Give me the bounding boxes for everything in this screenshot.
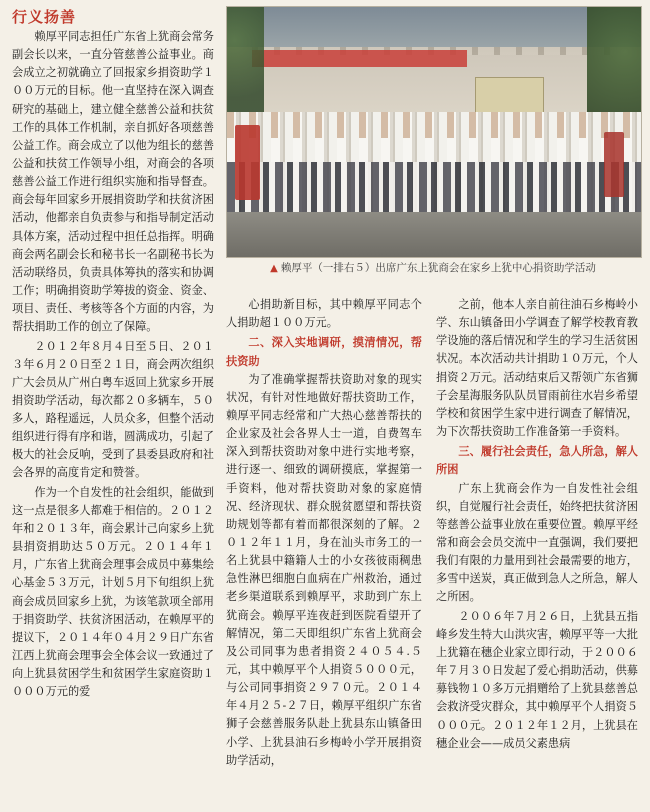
photo-block (226, 6, 640, 276)
paragraph: 心捐助新目标，其中赖厚平同志个人捐助超１００万元。 (226, 298, 422, 330)
subheading: 二、深入实地调研，摸清情况，帮扶资助 (226, 335, 422, 368)
photo-tree-left (227, 7, 264, 117)
text-column-1 (12, 28, 214, 703)
triangle-marker-icon: ▲ (270, 263, 278, 274)
photo-banner (252, 50, 467, 68)
photo-caption-text: 赖厚平（一排右５）出席广东上犹商会在家乡上犹中心捐资助学活动 (280, 262, 596, 274)
text-column-2 (226, 296, 422, 771)
photo-signboard (475, 77, 543, 114)
subheading: 三、履行社会责任，急人所急，解人所困 (436, 444, 638, 477)
photo-roof (227, 7, 641, 47)
paragraph: 为了准确掌握帮扶资助对象的现实状况，有针对性地做好帮扶资助工作，赖厚平同志经常和广大热心慈善帮扶的企业家及社会各界人士一道，自费驾车深入到帮扶资助对象中进行实地考察，进行逐一、细致的调研摸底，掌握第一手资料，他对帮扶资助对象的家庭情况、经济现状、群众脱贫愿望和帮扶资助规划等都有着而都很深刻的了解。２０１２年１１月，身在汕头市务工的一名上犹县中籍籍人士的小女孩彼雨稠患急性淋巴细胞白血病在广州救治，通过老乡渠道联系到赖厚平，求助到广东上犹商会。赖厚平连夜赶到医院看望开了解情况，第二天即组织广东省上犹商会及公司同事为患者捐资２４０５４.５元，其中赖厚平个人捐资５０００元，与公司同事捐资２９７０元。２０１４年４月２５-２７日，赖厚平组织广东省狮子会慈善服务队赴上犹县东山镇备田小学、上犹县油石乡梅岭小学开展捐资助学活动， (226, 372, 422, 767)
paragraph: ２００６年７月２６日，上犹县五指峰乡发生特大山洪灾害，赖厚平等一大批上犹籍在穗企业家立即行动，于２００６年７月３０日发起了爱心捐助活动，供募募钱物１０多万元捐赠给了上犹县慈善总会救济受灾群众，其中赖厚平个人捐资５０００元。２０１２年１２月，上犹县在穗企业会——成员父素患病 (436, 609, 638, 750)
photo-crowd-front-row (227, 162, 641, 212)
photo-ground (227, 212, 641, 257)
paragraph: 之前，他本人亲自前往油石乡梅岭小学、东山镇备田小学调查了解学校教育教学设施的落后情况和学生的学习生活贫困状况。本次活动共计捐助１０万元，个人捐资２万元。活动结束后又帮领广东省狮子会星海服务队队员冒雨前往水岩乡希望学校和贫困学生家中进行调查了解情况，为下次帮扶资助工作准备第一手资料。 (436, 298, 638, 438)
text-column-3 (436, 296, 638, 754)
photo-red-shirt-right (604, 132, 625, 197)
paragraph: 广东上犹商会作为一自发性社会组织，自觉履行社会责任，始终把扶贫济困等慈善公益事业放在重要位置。赖厚平经常和商会会员交流中一直强调，我们要把我们有限的力量用到社会最需要的地方，多雪中送炭，真正做到急人之所急，解人之所困。 (436, 481, 638, 604)
paragraph: 赖厚平同志担任广东省上犹商会常务副会长以来，一直分管慈善公益事业。商会成立之初就确立了回报家乡捐资助学１００万元的目标。他一直坚持在深入调查研究的基础上，建立健全慈善公益和扶贫工作的具体工作机制，亲自抓好各项慈善公益工作。商会成立了以他为组长的慈善公益和扶贫工作领导小组，对商会的各项慈善公益工作进行组织实施和指导督查。商会每年回家乡开展捐资助学和扶贫济困活动，他都亲自负责参与和指导制定活动具体方案，活动过程中担任总指挥。明确商会两名副会长和秘书长一名副秘书长为活动联络员，负责具体筹执的落实和协调工作；明确捐资助学筹拔的资金、资金、项目、责任、考核等各个方面的内容，为帮扶捐助工作的创立了保障。 (12, 30, 214, 334)
photo-caption (226, 262, 640, 276)
section-heading: 行义扬善 (12, 8, 77, 26)
paragraph: 作为一个自发性的社会组织，能做到这一点是很多人都难于相信的。２０１２年和２０１３年，商会累计己向家乡上犹县捐资捐助达５０万元。２０１４年１月，广东省上犹商会理事会成员中募集绘心基金５３万元，计划５月下旬组织上犹商会成员回家乡上犹，为该笔款项全部用于捐资助学、扶贫济困活动，在赖厚平的提议下，２０１４年０４月２９日广东省江西上犹商会理事会全体会议一致通过了向上犹县贫困学生和贫困学生家庭资助１０００万元的爱 (12, 485, 214, 699)
paragraph: ２０１２年８月４日至５日、２０１３年６月２０日至２１日，商会两次组织广大会员从广州白粤车返回上犹家乡开展捐资助学活动，每次都２０多辆车，５０多人，路程遥远，人员众多，但整个活动组织进行得有序和谐，圆满成功，引起了极大的社会反响，受到了县委县政府和社会各界的高度肯定和赞誉。 (12, 339, 214, 480)
photo-red-shirt-left (235, 125, 260, 200)
group-photo (226, 6, 642, 258)
